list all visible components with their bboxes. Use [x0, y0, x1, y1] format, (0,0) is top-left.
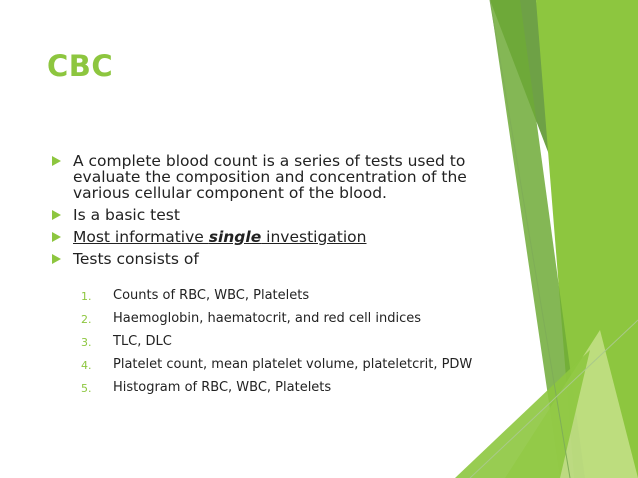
item-number: 4.	[81, 359, 92, 372]
item-number: 1.	[81, 290, 92, 303]
bullet-text-after: investigation	[261, 228, 367, 246]
bullet-item	[52, 207, 492, 223]
item-text: TLC, DLC	[113, 334, 172, 349]
bullet-text-before: Most informative	[73, 228, 209, 246]
arrow-bullet-icon	[52, 210, 61, 220]
item-text: Haemoglobin, haematocrit, and red cell indices	[113, 311, 422, 326]
bullet-text-emphasis: single	[208, 228, 262, 246]
numbered-item	[81, 358, 481, 371]
arrow-bullet-icon	[52, 254, 61, 264]
numbered-item	[81, 335, 481, 348]
arrow-bullet-icon	[52, 156, 61, 166]
item-text: Counts of RBC, WBC, Platelets	[113, 288, 310, 303]
bullet-item	[52, 229, 492, 245]
slide-title: CBC	[47, 49, 114, 83]
numbered-item	[81, 381, 481, 394]
item-number: 5.	[81, 382, 92, 395]
bullet-list	[52, 153, 492, 273]
bullet-item	[52, 251, 492, 267]
bullet-text: Tests consists of	[73, 250, 199, 268]
arrow-bullet-icon	[52, 232, 61, 242]
bullet-text: Is a basic test	[73, 206, 180, 224]
bullet-text-underlined	[73, 228, 367, 246]
item-number: 2.	[81, 313, 92, 326]
numbered-list	[81, 289, 481, 404]
item-number: 3.	[81, 336, 92, 349]
item-text: Histogram of RBC, WBC, Platelets	[113, 380, 332, 395]
bullet-text: A complete blood count is a series of tests used to evaluate the composition and concentration of the various cellular component of the blood.	[73, 152, 467, 202]
numbered-item	[81, 289, 481, 302]
numbered-item	[81, 312, 481, 325]
item-text: Platelet count, mean platelet volume, plateletcrit, PDW	[113, 357, 473, 372]
bullet-item	[52, 153, 492, 201]
